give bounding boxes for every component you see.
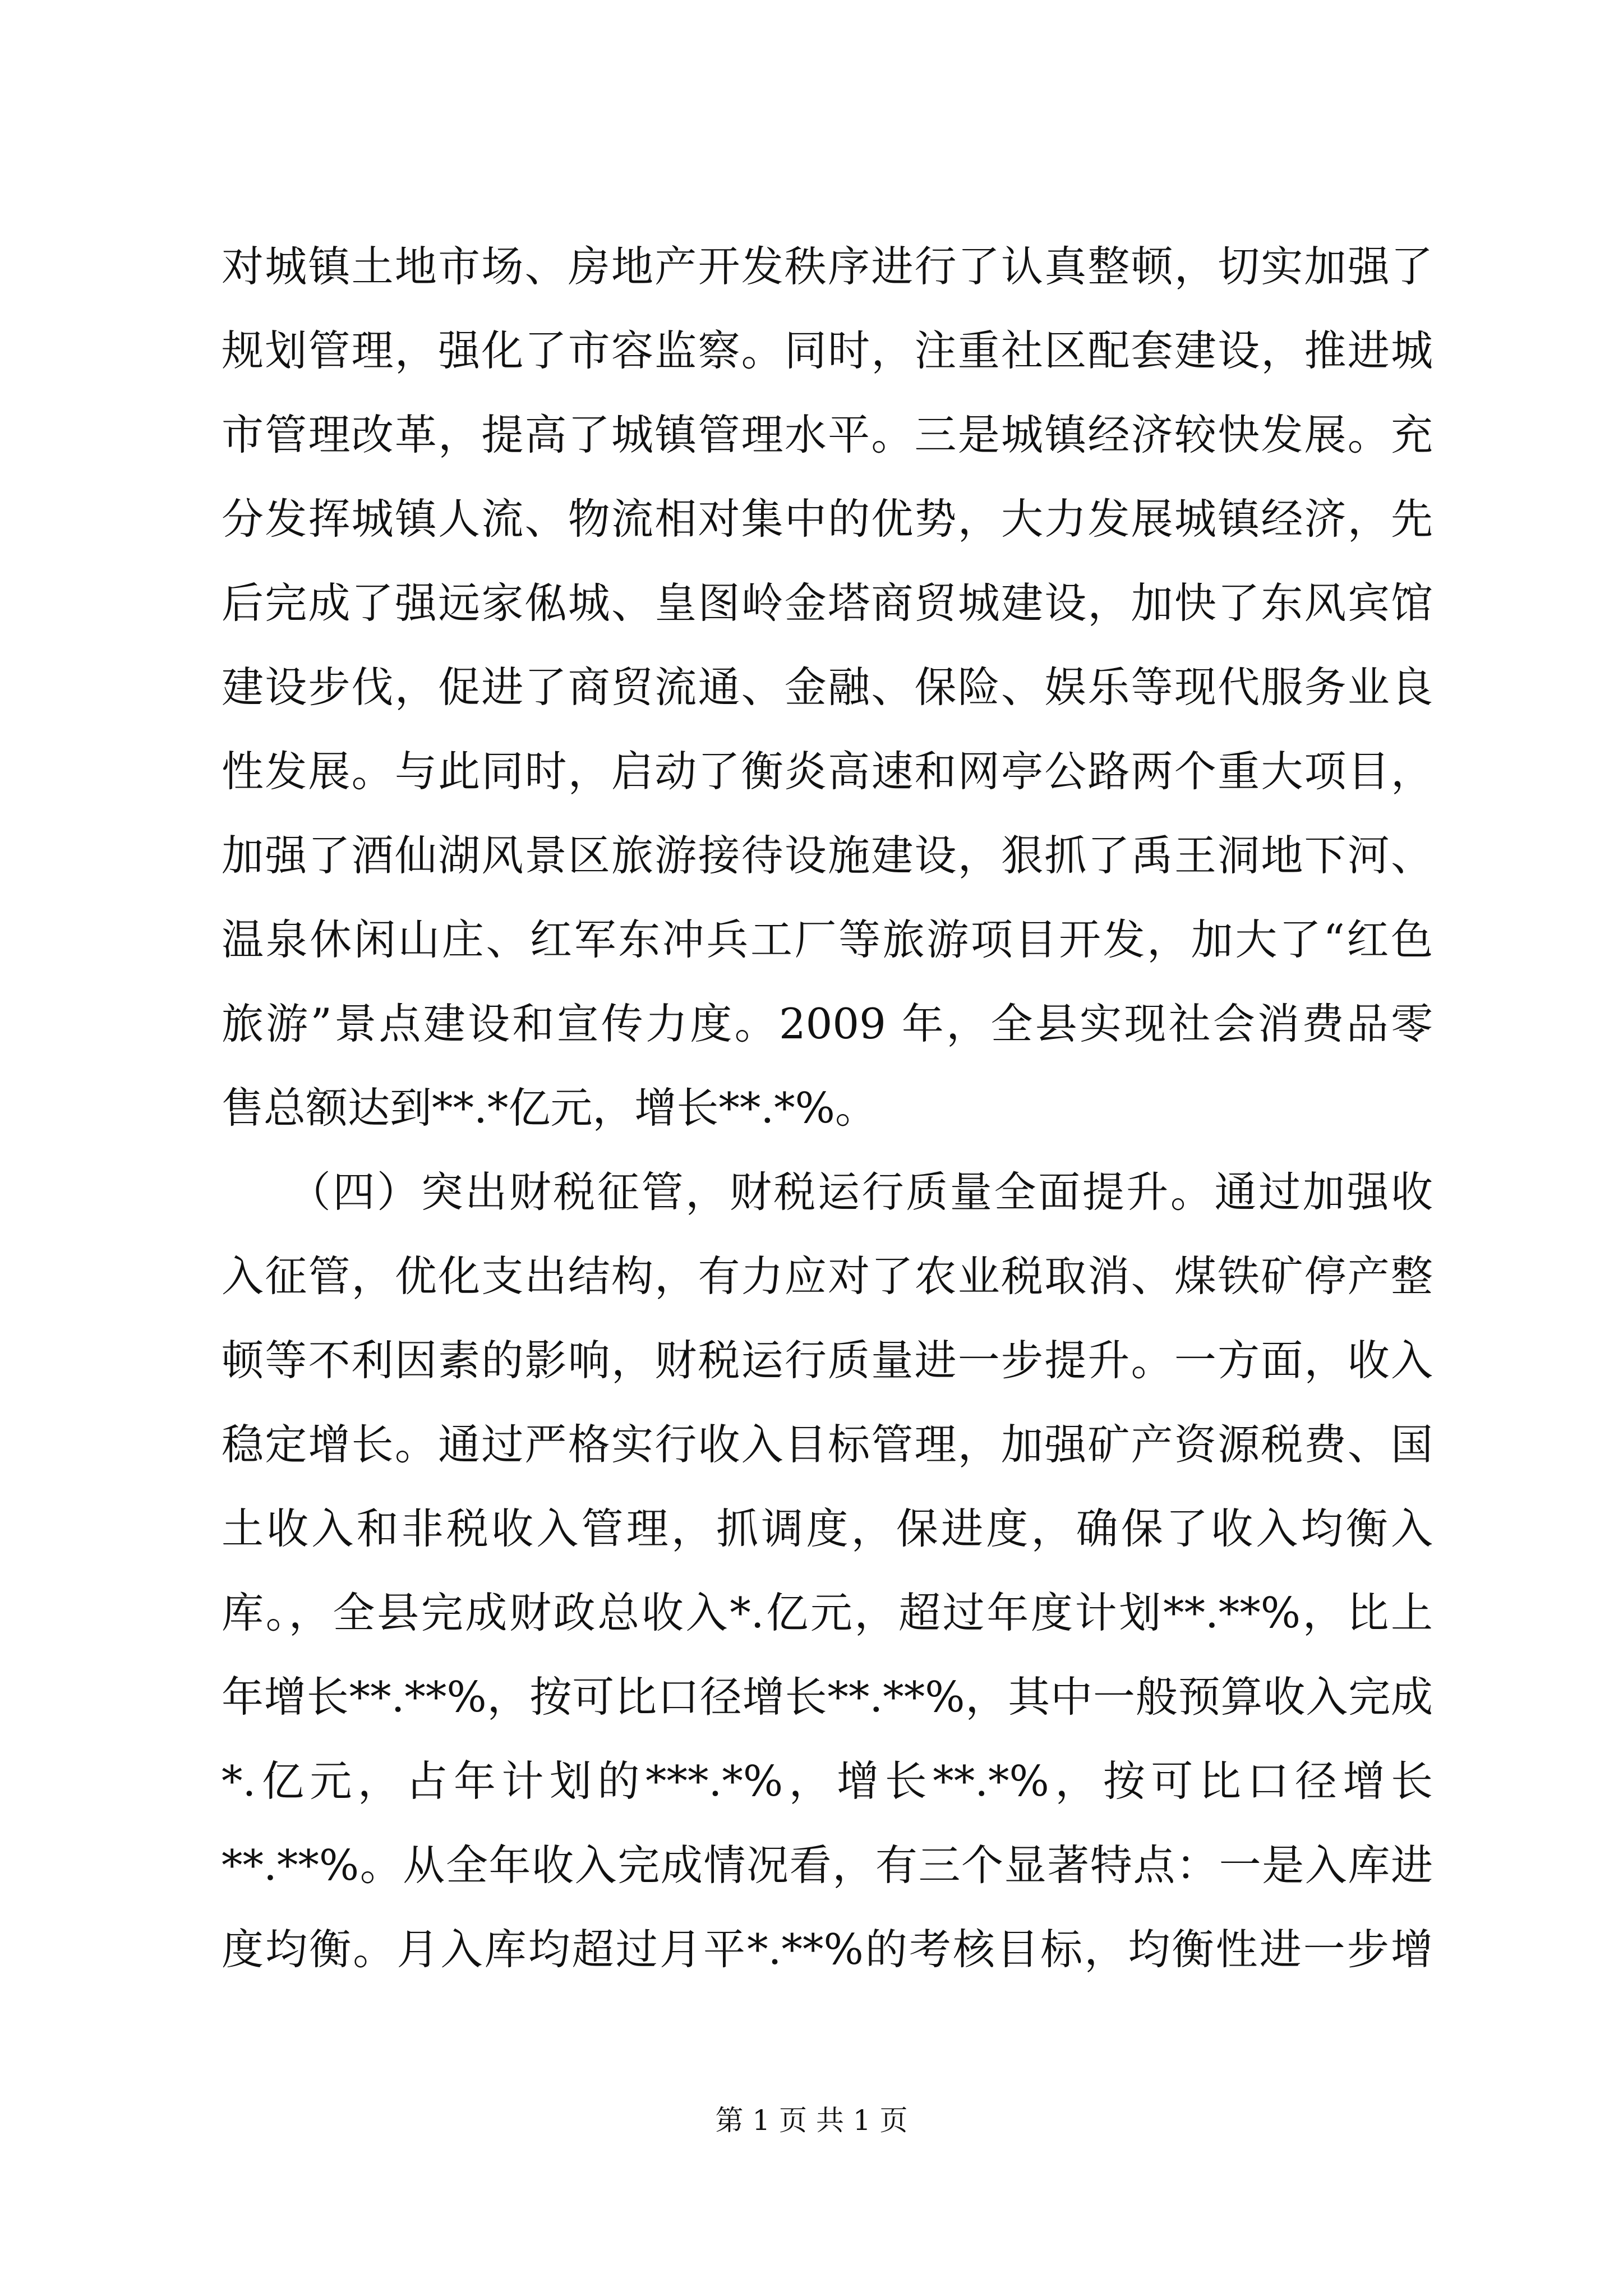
text-line: 规划管理，强化了市容监察。同时，注重社区配套建设，推进城 [222, 326, 1433, 375]
page-number-footer: 第 1 页 共 1 页 [715, 2104, 908, 2137]
text-line: 温泉休闲山庄、红军东冲兵工厂等旅游项目开发，加大了“红色 [222, 915, 1433, 964]
text-line: 加强了酒仙湖风景区旅游接待设施建设，狠抓了禹王洞地下河、 [222, 831, 1433, 880]
text-line: 建设步伐，促进了商贸流通、金融、保险、娱乐等现代服务业良 [222, 662, 1433, 712]
text-line: 度均衡。月入库均超过月平*.**%的考核目标，均衡性进一步增 [222, 1925, 1433, 1974]
text-line: 年增长**.**%，按可比口径增长**.**%，其中一般预算收入完成 [222, 1672, 1433, 1722]
text-line: 分发挥城镇人流、物流相对集中的优势，大力发展城镇经济，先 [222, 494, 1433, 544]
text-line: 入征管，优化支出结构，有力应对了农业税取消、煤铁矿停产整 [222, 1251, 1433, 1301]
text-line: 后完成了强远家俬城、皇图岭金塔商贸城建设，加快了东风宾馆 [222, 578, 1433, 628]
section-heading-line: （四）突出财税征管，财税运行质量全面提升。通过加强收 [222, 1167, 1433, 1217]
body-text [222, 224, 1433, 1991]
text-line: 库。，全县完成财政总收入*.亿元，超过年度计划**.**%，比上 [222, 1588, 1433, 1637]
paragraph-end-line: 售总额达到**.*亿元，增长**.*%。 [222, 1083, 877, 1133]
text-line: *.亿元，占年计划的***.*%，增长**.*%，按可比口径增长 [222, 1756, 1433, 1806]
text-line: 顿等不利因素的影响，财税运行质量进一步提升。一方面，收入 [222, 1336, 1433, 1385]
text-line: 旅游”景点建设和宣传力度。2009 年，全县实现社会消费品零 [222, 999, 1433, 1048]
text-line: 土收入和非税收入管理，抓调度，保进度，确保了收入均衡入 [222, 1504, 1433, 1553]
text-line: **.**%。从全年收入完成情况看，有三个显著特点：一是入库进 [222, 1841, 1433, 1890]
text-line: 性发展。与此同时，启动了衡炎高速和网亭公路两个重大项目， [222, 747, 1433, 796]
text-line: 稳定增长。通过严格实行收入目标管理，加强矿产资源税费、国 [222, 1420, 1433, 1469]
text-line: 市管理改革，提高了城镇管理水平。三是城镇经济较快发展。充 [222, 410, 1433, 459]
text-line: 对城镇土地市场、房地产开发秩序进行了认真整顿，切实加强了 [222, 242, 1433, 291]
